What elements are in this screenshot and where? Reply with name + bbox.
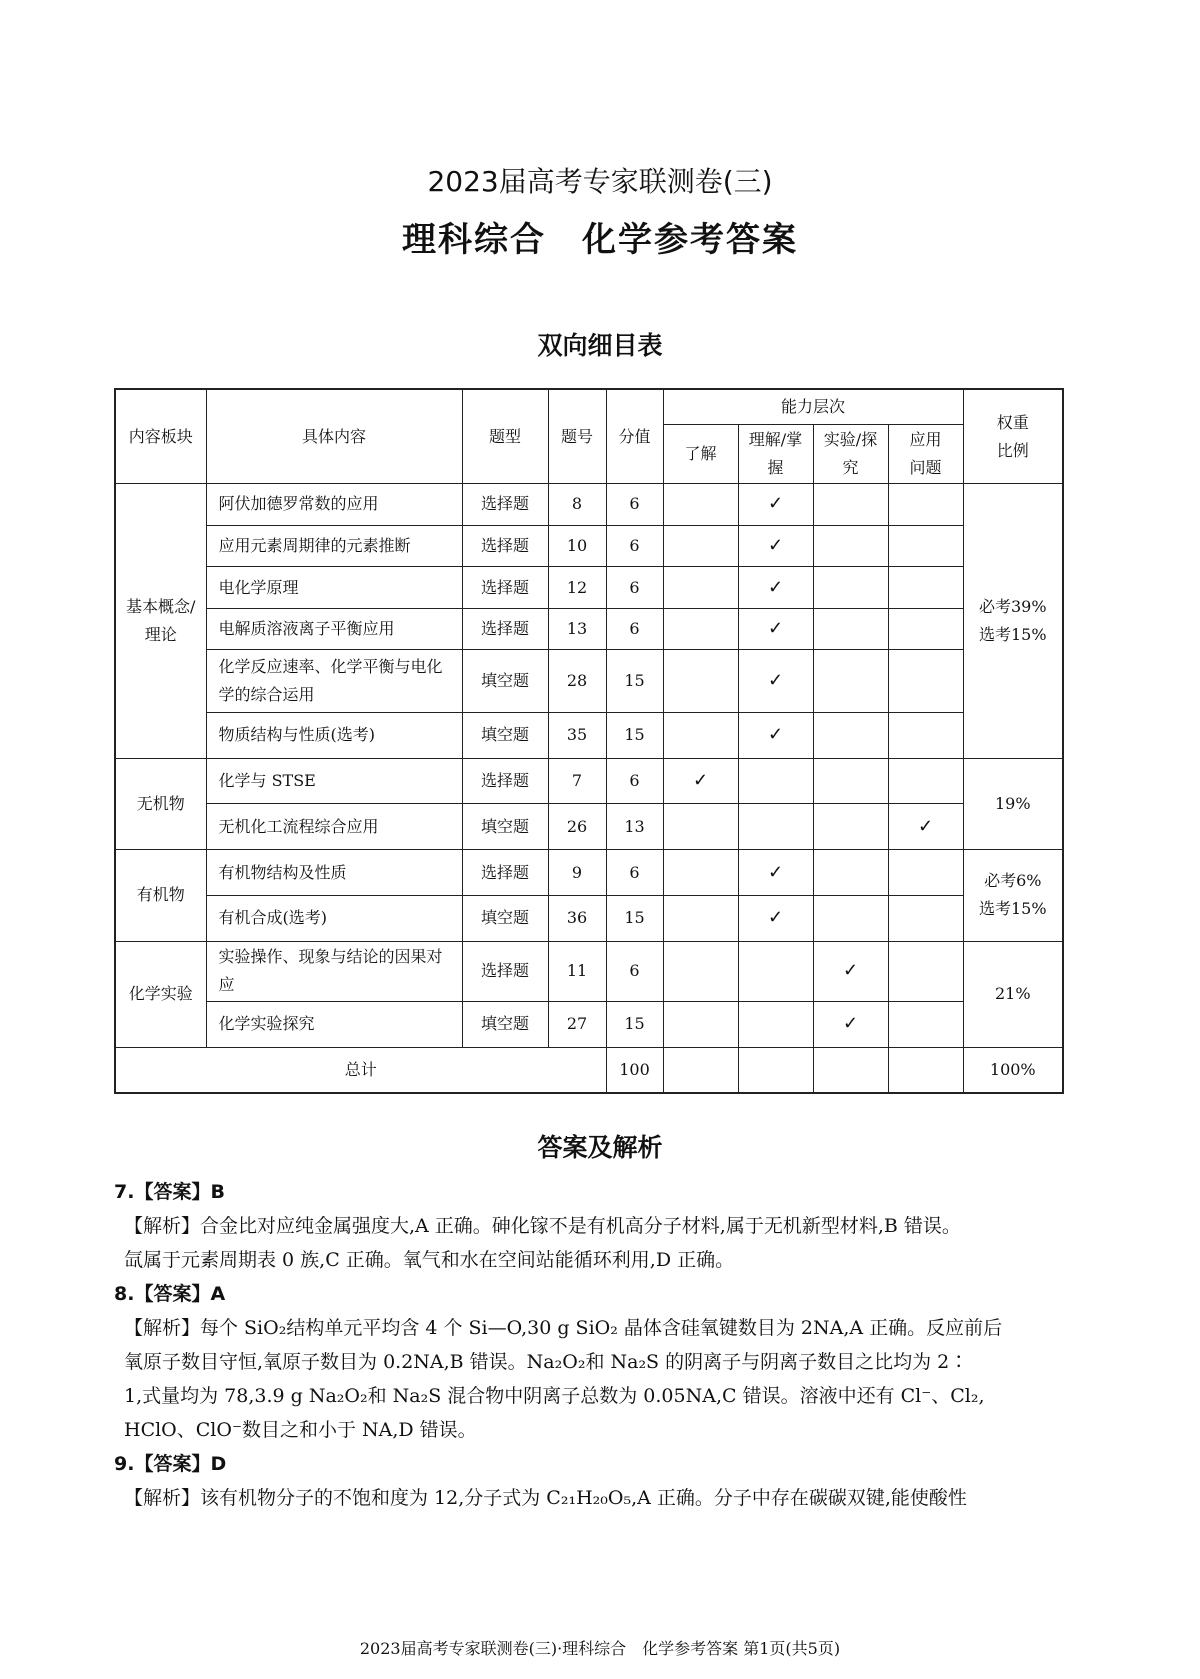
weight-cell <box>963 850 1063 942</box>
score-cell: 6 <box>606 484 663 526</box>
header-weight <box>963 389 1063 484</box>
total-row <box>115 1047 1063 1093</box>
ability-cell-4 <box>888 650 963 712</box>
page-footer: 2023届高考专家联测卷(三)·理科综合 化学参考答案 第1页(共5页) <box>359 1639 841 1658</box>
table-row <box>115 650 1063 712</box>
score-cell: 13 <box>606 804 663 850</box>
content-cell: 物质结构与性质(选考) <box>206 712 462 758</box>
ability-cell-3 <box>813 525 888 567</box>
ability-cell-4 <box>888 567 963 609</box>
table-row <box>115 712 1063 758</box>
ability-cell-1 <box>663 1001 738 1047</box>
content-block-cell <box>115 484 206 759</box>
ability-cell-1 <box>663 804 738 850</box>
content-cell: 电化学原理 <box>206 567 462 609</box>
question-number-cell: 7 <box>548 758 606 804</box>
score-cell: 15 <box>606 1001 663 1047</box>
check-mark-icon: ✓ <box>813 1001 888 1047</box>
ability-cell-1 <box>663 850 738 896</box>
table-row <box>115 1001 1063 1047</box>
score-cell: 15 <box>606 712 663 758</box>
content-block-cell <box>115 850 206 942</box>
check-mark-icon: ✓ <box>738 525 813 567</box>
explanation-line: HClO、ClO⁻数目之和小于 NA,D 错误。 <box>124 1419 477 1441</box>
question-type-cell: 选择题 <box>462 567 548 609</box>
content-block-name: 有机物 <box>136 885 185 905</box>
question-type-cell: 填空题 <box>462 1001 548 1047</box>
header-ability-2 <box>738 424 813 483</box>
table-row <box>115 895 1063 941</box>
answer-key: 8.【答案】A <box>114 1283 226 1305</box>
content-block-name: 化学实验 <box>128 984 193 1004</box>
ability-cell-3 <box>813 567 888 609</box>
question-number-cell: 8 <box>548 484 606 526</box>
content-cell: 有机物结构及性质 <box>206 850 462 896</box>
content-cell: 电解质溶液离子平衡应用 <box>206 608 462 650</box>
ability-cell-3 <box>813 650 888 712</box>
content-cell: 阿伏加德罗常数的应用 <box>206 484 462 526</box>
header-ability: 能力层次 <box>663 389 963 424</box>
check-mark-icon: ✓ <box>813 941 888 1001</box>
content-block-name: 无机物 <box>136 793 185 813</box>
question-number-cell: 11 <box>548 941 606 1001</box>
question-type-cell: 填空题 <box>462 895 548 941</box>
header-weight-text: 权重比例 <box>996 412 1029 460</box>
score-cell: 6 <box>606 525 663 567</box>
header-type: 题型 <box>462 389 548 484</box>
ability-cell-2 <box>738 758 813 804</box>
header-num: 题号 <box>548 389 606 484</box>
ability-cell-4 <box>888 608 963 650</box>
explanation-line: 氙属于元素周期表 0 族,C 正确。氧气和水在空间站能循环利用,D 正确。 <box>124 1249 735 1271</box>
table-row <box>115 804 1063 850</box>
ability-cell-1 <box>663 941 738 1001</box>
score-cell: 6 <box>606 850 663 896</box>
content-cell: 有机合成(选考) <box>206 895 462 941</box>
question-number-cell: 28 <box>548 650 606 712</box>
header-score: 分值 <box>606 389 663 484</box>
header-ability-4-text: 应用问题 <box>909 429 942 477</box>
table-row <box>115 941 1063 1001</box>
check-mark-icon: ✓ <box>738 608 813 650</box>
weight-cell <box>963 941 1063 1047</box>
question-number-cell: 36 <box>548 895 606 941</box>
weight-value: 必考6% 选考15% <box>978 871 1058 919</box>
header-ability-1: 了解 <box>663 424 738 483</box>
score-cell: 6 <box>606 941 663 1001</box>
answer-key: 9.【答案】D <box>114 1453 227 1475</box>
ability-cell-1 <box>663 712 738 758</box>
question-type-cell: 选择题 <box>462 608 548 650</box>
question-number-cell: 27 <box>548 1001 606 1047</box>
weight-value: 21% <box>994 984 1031 1004</box>
explanation-line: 【解析】合金比对应纯金属强度大,A 正确。砷化镓不是有机高分子材料,属于无机新型材料,B 错误。 <box>124 1215 961 1237</box>
score-cell: 6 <box>606 758 663 804</box>
document-title-line2: 理科综合 化学参考答案 <box>402 220 798 260</box>
check-mark-icon: ✓ <box>738 895 813 941</box>
ability-cell-3 <box>813 804 888 850</box>
question-type-cell: 选择题 <box>462 758 548 804</box>
content-cell: 应用元素周期律的元素推断 <box>206 525 462 567</box>
ability-cell-4 <box>888 484 963 526</box>
total-score: 100 <box>606 1047 663 1093</box>
content-cell: 实验操作、现象与结论的因果对应 <box>206 941 462 1001</box>
content-cell: 化学反应速率、化学平衡与电化学的综合运用 <box>206 650 462 712</box>
explanation-line: 【解析】该有机物分子的不饱和度为 12,分子式为 C₂₁H₂₀O₅,A 正确。分子中存在碳碳双键,能使酸性 <box>124 1487 967 1509</box>
ability-cell-3 <box>813 484 888 526</box>
question-number-cell: 35 <box>548 712 606 758</box>
check-mark-icon: ✓ <box>738 712 813 758</box>
question-number-cell: 9 <box>548 850 606 896</box>
weight-value: 必考39% 选考15% <box>978 596 1063 644</box>
two-way-specification-table <box>114 388 1064 1094</box>
check-mark-icon: ✓ <box>738 850 813 896</box>
question-type-cell: 选择题 <box>462 525 548 567</box>
content-block-cell <box>115 941 206 1047</box>
ability-cell-3 <box>813 608 888 650</box>
table-row <box>115 608 1063 650</box>
header-ability-3-text: 实验/探究 <box>823 429 878 477</box>
document-title-line1: 2023届高考专家联测卷(三) <box>427 165 773 198</box>
ability-cell-4 <box>888 941 963 1001</box>
header-ability-3 <box>813 424 888 483</box>
question-type-cell: 填空题 <box>462 650 548 712</box>
ability-cell-4 <box>888 525 963 567</box>
header-content: 具体内容 <box>206 389 462 484</box>
ability-cell-1 <box>663 484 738 526</box>
check-mark-icon: ✓ <box>663 758 738 804</box>
score-cell: 6 <box>606 567 663 609</box>
ability-cell-1 <box>663 567 738 609</box>
ability-cell-4 <box>888 850 963 896</box>
ability-cell-3 <box>813 758 888 804</box>
ability-cell-1 <box>663 650 738 712</box>
explanation-line: 1,式量均为 78,3.9 g Na₂O₂和 Na₂S 混合物中阴离子总数为 0.05NA,C 错误。溶液中还有 Cl⁻、Cl₂, <box>124 1385 985 1407</box>
table-row <box>115 850 1063 896</box>
total-empty-4 <box>888 1047 963 1093</box>
question-number-cell: 10 <box>548 525 606 567</box>
table-row <box>115 484 1063 526</box>
content-cell: 化学与 STSE <box>206 758 462 804</box>
ability-cell-1 <box>663 895 738 941</box>
ability-cell-4 <box>888 758 963 804</box>
content-block-cell <box>115 758 206 850</box>
question-number-cell: 12 <box>548 567 606 609</box>
answer-key: 7.【答案】B <box>114 1181 225 1203</box>
ability-cell-2 <box>738 941 813 1001</box>
question-number-cell: 13 <box>548 608 606 650</box>
header-ability-2-text: 理解/掌握 <box>748 429 803 477</box>
score-cell: 6 <box>606 608 663 650</box>
score-cell: 15 <box>606 895 663 941</box>
check-mark-icon: ✓ <box>888 804 963 850</box>
question-type-cell: 填空题 <box>462 804 548 850</box>
header-row <box>115 389 1063 424</box>
ability-cell-2 <box>738 804 813 850</box>
question-type-cell: 选择题 <box>462 941 548 1001</box>
ability-cell-3 <box>813 895 888 941</box>
ability-cell-4 <box>888 1001 963 1047</box>
question-type-cell: 选择题 <box>462 484 548 526</box>
content-cell: 无机化工流程综合应用 <box>206 804 462 850</box>
weight-cell <box>963 758 1063 850</box>
content-block-name: 基本概念/理论 <box>126 596 196 644</box>
table-row <box>115 525 1063 567</box>
explanation-line: 【解析】每个 SiO₂结构单元平均含 4 个 Si—O,30 g SiO₂ 晶体含硅氧键数目为 2NA,A 正确。反应前后 <box>124 1317 1003 1339</box>
ability-cell-3 <box>813 850 888 896</box>
total-empty-1 <box>663 1047 738 1093</box>
ability-cell-3 <box>813 712 888 758</box>
answers-title: 答案及解析 <box>537 1133 663 1162</box>
weight-value: 19% <box>994 793 1031 813</box>
table-row <box>115 567 1063 609</box>
check-mark-icon: ✓ <box>738 650 813 712</box>
ability-cell-2 <box>738 1001 813 1047</box>
header-block: 内容板块 <box>115 389 206 484</box>
total-weight: 100% <box>963 1047 1063 1093</box>
total-empty-3 <box>813 1047 888 1093</box>
ability-cell-4 <box>888 712 963 758</box>
question-number-cell: 26 <box>548 804 606 850</box>
weight-cell <box>963 484 1063 759</box>
total-empty-2 <box>738 1047 813 1093</box>
ability-cell-1 <box>663 608 738 650</box>
ability-cell-1 <box>663 525 738 567</box>
explanation-line: 氧原子数目守恒,氧原子数目为 0.2NA,B 错误。Na₂O₂和 Na₂S 的阴离子与阴离子数目之比均为 2∶ <box>124 1351 969 1373</box>
total-label: 总计 <box>115 1047 606 1093</box>
question-type-cell: 填空题 <box>462 712 548 758</box>
table-title: 双向细目表 <box>537 331 663 360</box>
content-cell: 化学实验探究 <box>206 1001 462 1047</box>
question-type-cell: 选择题 <box>462 850 548 896</box>
check-mark-icon: ✓ <box>738 567 813 609</box>
header-ability-4 <box>888 424 963 483</box>
score-cell: 15 <box>606 650 663 712</box>
check-mark-icon: ✓ <box>738 484 813 526</box>
table-row <box>115 758 1063 804</box>
ability-cell-4 <box>888 895 963 941</box>
